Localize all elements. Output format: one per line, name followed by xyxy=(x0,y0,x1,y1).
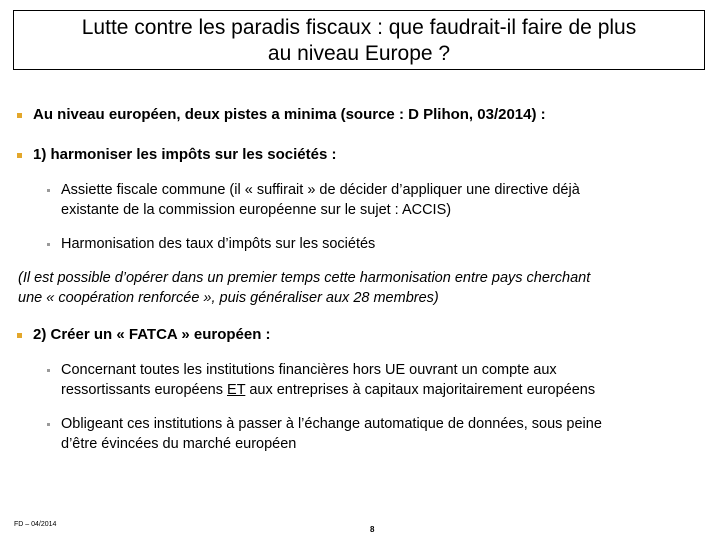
point-2-sub-1-text xyxy=(61,360,711,400)
small-square-bullet-icon xyxy=(47,369,50,372)
title-line-2: au niveau Europe ? xyxy=(267,42,451,65)
square-bullet-icon xyxy=(17,113,22,118)
point-1-sub-1-line-1: Assiette fiscale commune (il « suffirait » de décider d’appliquer une directive déjà xyxy=(61,182,580,198)
page-number: 8 xyxy=(370,525,375,534)
point-2-sub-2-line-2: d’être évincées du marché européen xyxy=(61,436,297,452)
square-bullet-icon xyxy=(17,153,22,158)
point-2-sub-1-line-1: Concernant toutes les institutions financières hors UE ouvrant un compte aux xyxy=(61,362,557,378)
underlined-et: ET xyxy=(227,382,246,398)
note-line-1: (Il est possible d’opérer dans un premier temps cette harmonisation entre pays cherchant xyxy=(18,270,591,286)
small-square-bullet-icon xyxy=(47,189,50,192)
point-2-heading: 2) Créer un « FATCA » européen : xyxy=(33,326,271,343)
point-2-sub-2-text xyxy=(61,414,711,454)
point-1-sub-1-text xyxy=(61,180,711,220)
harmonisation-note xyxy=(18,268,713,308)
point-2-sub-1-line-2-end: aux entreprises à capitaux majoritairement européens xyxy=(245,382,596,398)
point-1-sub-2-line-1: Harmonisation des taux d’impôts sur les sociétés xyxy=(61,236,376,252)
title-line-1: Lutte contre les paradis fiscaux : que faudrait-il faire de plus xyxy=(81,16,637,39)
point-1-sub-2-text xyxy=(61,234,711,254)
point-2-sub-2-line-1: Obligeant ces institutions à passer à l’échange automatique de données, sous peine xyxy=(61,416,602,432)
intro-text: Au niveau européen, deux pistes a minima (source : D Plihon, 03/2014) : xyxy=(33,106,546,123)
point-1-sub-1-line-2: existante de la commission européenne sur le sujet : ACCIS) xyxy=(61,202,452,218)
small-square-bullet-icon xyxy=(47,243,50,246)
point-1-heading: 1) harmoniser les impôts sur les sociétés : xyxy=(33,146,337,163)
footer-author-date: FD – 04/2014 xyxy=(14,521,57,528)
point-2-sub-1-line-2 xyxy=(61,380,711,400)
square-bullet-icon xyxy=(17,333,22,338)
point-2-sub-1-line-2-start: ressortissants européens xyxy=(61,382,228,398)
slide-title xyxy=(13,10,705,70)
small-square-bullet-icon xyxy=(47,423,50,426)
note-line-2: une « coopération renforcée », puis généraliser aux 28 membres) xyxy=(18,290,439,306)
